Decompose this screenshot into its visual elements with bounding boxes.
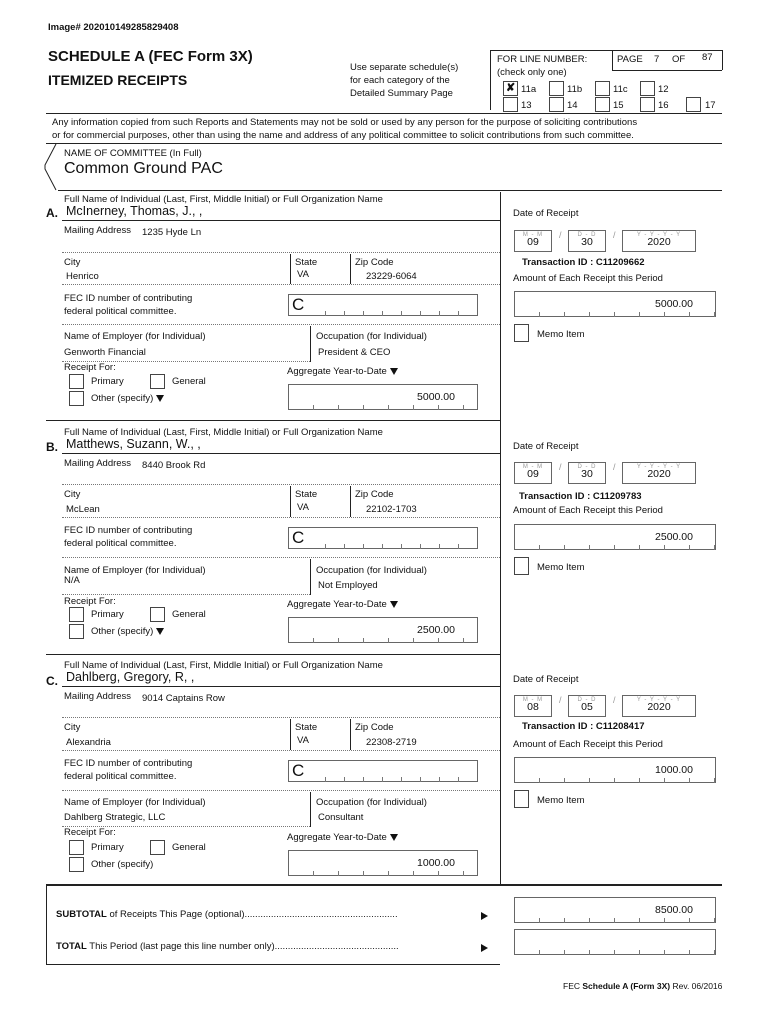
notice-line-1: Any information copied from such Reports and Statements may not be sold or used by any person for the purpose of soliciting contributions xyxy=(52,117,638,128)
entry-b-occupation: Not Employed xyxy=(318,580,378,591)
line-13-label: 13 xyxy=(521,100,532,111)
entry-c-fec-id-field[interactable]: C xyxy=(288,760,478,782)
entry-c-aggregate-label: Aggregate Year-to-Date xyxy=(287,832,398,843)
line-14-checkbox[interactable] xyxy=(549,97,564,112)
entry-a-other-checkbox[interactable] xyxy=(69,391,84,406)
entry-a-zip-label: Zip Code xyxy=(355,257,394,268)
entry-a-employer: Genworth Financial xyxy=(64,347,146,358)
down-arrow-icon xyxy=(390,834,398,841)
entry-c-date-label: Date of Receipt xyxy=(513,674,579,685)
entry-a-city: Henrico xyxy=(66,271,99,282)
entry-b-amount-label: Amount of Each Receipt this Period xyxy=(513,505,663,516)
entry-b-aggregate-label: Aggregate Year-to-Date xyxy=(287,599,398,610)
entry-c-zip-label: Zip Code xyxy=(355,722,394,733)
entry-a-fec-id-field[interactable]: C xyxy=(288,294,478,316)
entry-c-amount-field[interactable]: 1000.00 xyxy=(514,757,716,783)
entry-a-other-label: Other (specify) xyxy=(91,393,164,404)
line-12-label: 12 xyxy=(658,84,669,95)
line-11a-checkbox[interactable] xyxy=(503,81,518,96)
form-footer: FEC Schedule A (Form 3X) Rev. 06/2016 xyxy=(563,981,723,991)
entry-a-general-checkbox[interactable] xyxy=(150,374,165,389)
committee-label: NAME OF COMMITTEE (In Full) xyxy=(64,148,202,159)
entry-c-employer: Dahlberg Strategic, LLC xyxy=(64,812,166,823)
line-11c-checkbox[interactable] xyxy=(595,81,610,96)
entry-c-contributor-name: Dahlberg, Gregory, R, , xyxy=(66,670,195,684)
entry-c-transaction-id: Transaction ID : C11208417 xyxy=(522,721,645,732)
entry-b-date-month[interactable]: M - M 09 xyxy=(514,462,552,484)
page-number: 7 xyxy=(654,54,660,65)
entry-b-letter: B. xyxy=(46,440,58,454)
entry-a-date-label: Date of Receipt xyxy=(513,208,579,219)
entry-b-zip: 22102-1703 xyxy=(366,504,417,515)
entry-b-full-name-label: Full Name of Individual (Last, First, Middle Initial) or Full Organization Name xyxy=(64,427,383,438)
entry-c-fec-label-1: FEC ID number of contributing xyxy=(64,758,193,769)
entry-c-date-month[interactable]: M - M 08 xyxy=(514,695,552,717)
entry-b-date-label: Date of Receipt xyxy=(513,441,579,452)
down-arrow-icon xyxy=(156,395,164,402)
entry-a-fec-label-1: FEC ID number of contributing xyxy=(64,293,193,304)
image-id: Image# 202010149285829408 xyxy=(48,22,179,33)
line-11b-label: 11b xyxy=(567,84,583,95)
entry-b-other-label: Other (specify) xyxy=(91,626,164,637)
entry-c-occupation: Consultant xyxy=(318,812,364,823)
line-17-label: 17 xyxy=(705,100,716,111)
entry-b-receipt-for-label: Receipt For: xyxy=(64,596,116,607)
entry-a-amount-label: Amount of Each Receipt this Period xyxy=(513,273,663,284)
entry-c-date-day[interactable]: D - D 05 xyxy=(568,695,606,717)
entry-b-employer-label: Name of Employer (for Individual) xyxy=(64,565,206,576)
line-11b-checkbox[interactable] xyxy=(549,81,564,96)
total-label: TOTAL This Period (last page this line number only)............................................... xyxy=(56,941,399,952)
itemized-receipts-title: ITEMIZED RECEIPTS xyxy=(48,72,188,88)
down-arrow-icon xyxy=(156,628,164,635)
entry-c-zip: 22308-2719 xyxy=(366,737,417,748)
entry-c-amount-label: Amount of Each Receipt this Period xyxy=(513,739,663,750)
line-16-label: 16 xyxy=(658,100,669,111)
entry-b-other-checkbox[interactable] xyxy=(69,624,84,639)
entry-c-occupation-label: Occupation (for Individual) xyxy=(316,797,427,808)
entry-a-mailing-label: Mailing Address xyxy=(64,225,132,236)
of-label: OF xyxy=(672,54,686,65)
entry-b-memo-checkbox[interactable] xyxy=(514,557,529,575)
entry-b-memo-label: Memo Item xyxy=(537,562,585,573)
entry-a-address: 1235 Hyde Ln xyxy=(142,227,202,238)
for-line-number-label: FOR LINE NUMBER: xyxy=(497,54,588,65)
entry-b-fec-label-1: FEC ID number of contributing xyxy=(64,525,193,536)
entry-b-address: 8440 Brook Rd xyxy=(142,460,206,471)
entry-b-aggregate-field[interactable]: 2500.00 xyxy=(288,617,478,643)
entry-a-occupation-label: Occupation (for Individual) xyxy=(316,331,427,342)
entry-c-primary-label: Primary xyxy=(91,842,124,853)
entry-b-city-label: City xyxy=(64,489,81,500)
entry-c-other-label: Other (specify) xyxy=(91,859,154,870)
line-15-checkbox[interactable] xyxy=(595,97,610,112)
entry-a-zip: 23229-6064 xyxy=(366,271,417,282)
entry-c-fec-label-2: federal political committee. xyxy=(64,771,177,782)
entry-a-occupation: President & CEO xyxy=(318,347,391,358)
entry-b-transaction-id: Transaction ID : C11209783 xyxy=(519,491,642,502)
entry-a-primary-label: Primary xyxy=(91,376,124,387)
entry-b-primary-label: Primary xyxy=(91,609,124,620)
line-11a-label: 11a xyxy=(521,84,537,95)
entry-b-fec-id-field[interactable]: C xyxy=(288,527,478,549)
entry-a-state-label: State xyxy=(295,257,318,268)
entry-a-memo-checkbox[interactable] xyxy=(514,324,529,342)
line-15-label: 15 xyxy=(613,100,624,111)
entry-c-memo-label: Memo Item xyxy=(537,795,585,806)
entry-b-city: McLean xyxy=(66,504,100,515)
entry-a-state: VA xyxy=(297,269,309,280)
entry-c-state-label: State xyxy=(295,722,318,733)
entry-a-memo-label: Memo Item xyxy=(537,329,585,340)
entry-c-letter: C. xyxy=(46,674,58,688)
entry-b-date-year[interactable]: Y - Y - Y - Y 2020 xyxy=(622,462,696,484)
entry-c-city: Alexandria xyxy=(66,737,111,748)
entry-a-employer-label: Name of Employer (for Individual) xyxy=(64,331,206,342)
subtotal-label: SUBTOTAL of Receipts This Page (optional).......................................................... xyxy=(56,909,398,920)
schedule-title: SCHEDULE A (FEC Form 3X) xyxy=(48,48,253,65)
entry-a-aggregate-field[interactable]: 5000.00 xyxy=(288,384,478,410)
line-14-label: 14 xyxy=(567,100,578,111)
page-total: 87 xyxy=(702,52,713,63)
for-each-text: for each category of the xyxy=(350,75,450,86)
notice-line-2: or for commercial purposes, other than using the name and address of any political committee to solicit contributions from such committee. xyxy=(52,130,634,141)
entry-c-employer-label: Name of Employer (for Individual) xyxy=(64,797,206,808)
entry-c-full-name-label: Full Name of Individual (Last, First, Middle Initial) or Full Organization Name xyxy=(64,660,383,671)
entry-c-general-checkbox[interactable] xyxy=(150,840,165,855)
entry-b-fec-label-2: federal political committee. xyxy=(64,538,177,549)
entry-b-general-checkbox[interactable] xyxy=(150,607,165,622)
entry-c-primary-checkbox[interactable] xyxy=(69,840,84,855)
entry-a-amount-field[interactable]: 5000.00 xyxy=(514,291,716,317)
entry-a-letter: A. xyxy=(46,206,58,220)
entry-b-contributor-name: Matthews, Suzann, W., , xyxy=(66,437,201,451)
entry-b-employer: N/A xyxy=(64,575,80,586)
committee-name: Common Ground PAC xyxy=(64,160,223,177)
entry-b-amount-field[interactable]: 2500.00 xyxy=(514,524,716,550)
total-field[interactable] xyxy=(514,929,716,955)
entry-a-transaction-id: Transaction ID : C11209662 xyxy=(522,257,645,268)
entry-a-date-year[interactable]: Y - Y - Y - Y 2020 xyxy=(622,230,696,252)
down-arrow-icon xyxy=(390,601,398,608)
line-17-checkbox[interactable] xyxy=(686,97,701,112)
entry-c-state: VA xyxy=(297,735,309,746)
entry-a-date-day[interactable]: D - D 30 xyxy=(568,230,606,252)
entry-b-primary-checkbox[interactable] xyxy=(69,607,84,622)
line-12-checkbox[interactable] xyxy=(640,81,655,96)
detailed-summary-text: Detailed Summary Page xyxy=(350,88,453,99)
entry-c-mailing-label: Mailing Address xyxy=(64,691,132,702)
entry-b-state: VA xyxy=(297,502,309,513)
page-label: PAGE xyxy=(617,54,643,65)
entry-b-date-day[interactable]: D - D 30 xyxy=(568,462,606,484)
entry-c-memo-checkbox[interactable] xyxy=(514,790,529,808)
subtotal-arrow-icon xyxy=(481,912,488,920)
entry-c-aggregate-field[interactable]: 1000.00 xyxy=(288,850,478,876)
entry-c-other-checkbox[interactable] xyxy=(69,857,84,872)
entry-c-general-label: General xyxy=(172,842,206,853)
entry-c-address: 9014 Captains Row xyxy=(142,693,225,704)
entry-c-receipt-for-label: Receipt For: xyxy=(64,827,116,838)
committee-bracket-icon xyxy=(42,143,62,193)
check-only-one-label: (check only one) xyxy=(497,67,567,78)
down-arrow-icon xyxy=(390,368,398,375)
entry-a-aggregate-label: Aggregate Year-to-Date xyxy=(287,366,398,377)
entry-b-occupation-label: Occupation (for Individual) xyxy=(316,565,427,576)
entry-a-contributor-name: McInerney, Thomas, J., , xyxy=(66,204,203,218)
check-mark-icon: ✘ xyxy=(506,82,516,94)
entry-a-city-label: City xyxy=(64,257,81,268)
entry-a-general-label: General xyxy=(172,376,206,387)
total-arrow-icon xyxy=(481,944,488,952)
entry-a-receipt-for-label: Receipt For: xyxy=(64,362,116,373)
entry-a-full-name-label: Full Name of Individual (Last, First, Middle Initial) or Full Organization Name xyxy=(64,194,383,205)
entry-a-date-month[interactable]: M - M 09 xyxy=(514,230,552,252)
entry-a-fec-label-2: federal political committee. xyxy=(64,306,177,317)
line-11c-label: 11c xyxy=(613,84,628,95)
subtotal-field[interactable]: 8500.00 xyxy=(514,897,716,923)
line-13-checkbox[interactable] xyxy=(503,97,518,112)
line-16-checkbox[interactable] xyxy=(640,97,655,112)
entry-b-zip-label: Zip Code xyxy=(355,489,394,500)
entry-c-date-year[interactable]: Y - Y - Y - Y 2020 xyxy=(622,695,696,717)
entry-b-mailing-label: Mailing Address xyxy=(64,458,132,469)
entry-c-city-label: City xyxy=(64,722,81,733)
entry-b-general-label: General xyxy=(172,609,206,620)
entry-a-primary-checkbox[interactable] xyxy=(69,374,84,389)
entry-b-state-label: State xyxy=(295,489,318,500)
use-separate-text: Use separate schedule(s) xyxy=(350,62,459,73)
